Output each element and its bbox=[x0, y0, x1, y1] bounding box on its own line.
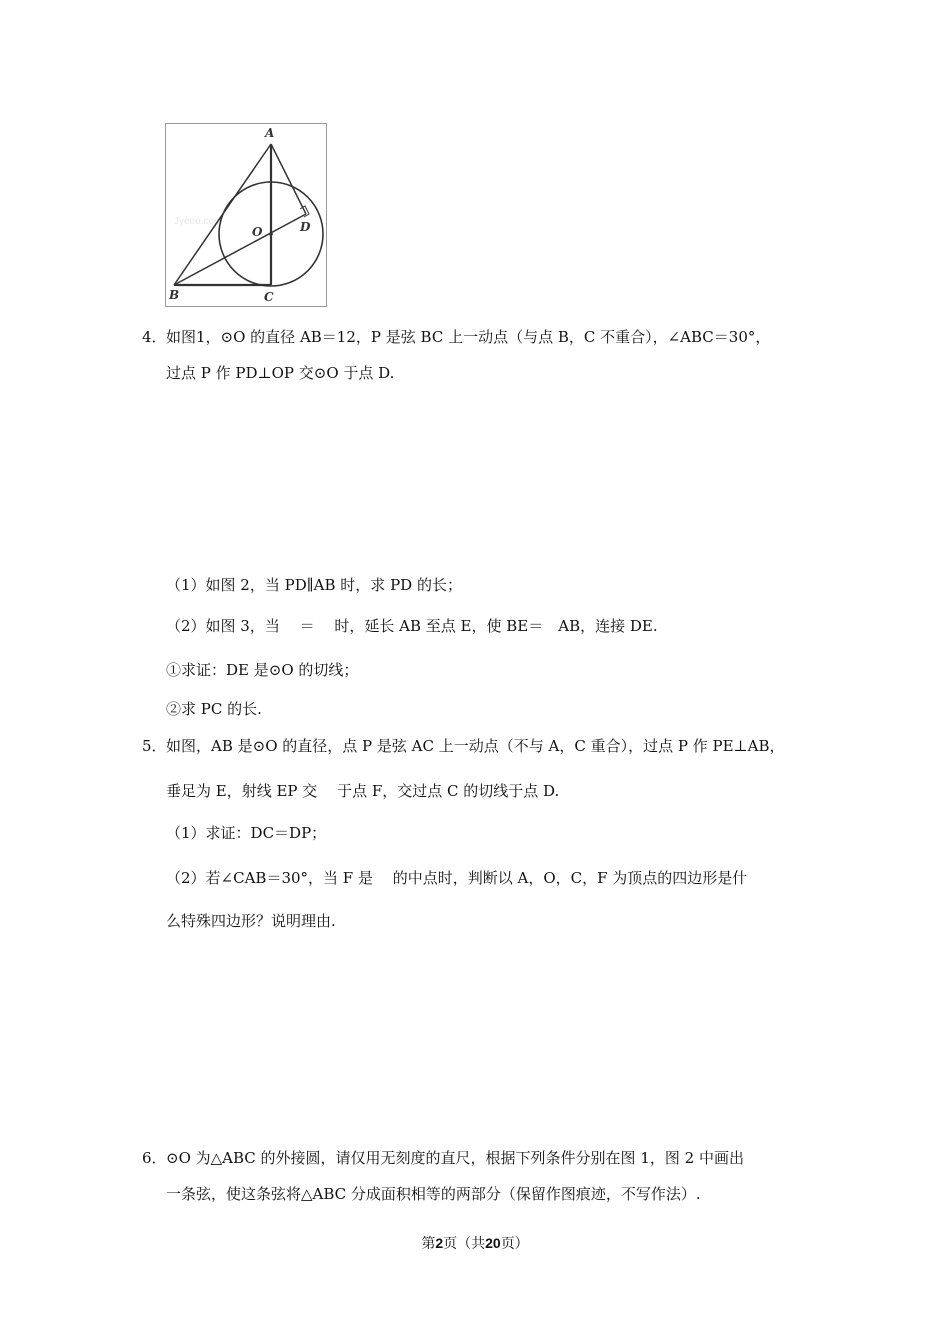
q4-sub1: ①求证：DE 是⊙O 的切线； bbox=[166, 661, 359, 679]
footer-prefix: 第 bbox=[421, 1236, 436, 1252]
q5-line1: 如图，AB 是⊙O 的直径，点 P 是弦 AC 上一动点（不与 A，C 重合），过点 P 作 PE⊥AB， bbox=[166, 737, 785, 755]
segment-ad bbox=[271, 144, 306, 214]
circle-triangle-diagram bbox=[166, 124, 326, 306]
q4-part1: （1）如图 2，当 PD∥AB 时，求 PD 的长； bbox=[166, 576, 462, 594]
label-a: A bbox=[265, 126, 275, 140]
footer-total-pages: 20 bbox=[485, 1235, 501, 1251]
q5-part2-line2: 么特殊四边形？说明理由. bbox=[166, 912, 336, 930]
label-d: D bbox=[300, 220, 311, 234]
watermark-text: Jyeoo.com bbox=[174, 216, 223, 227]
footer-middle: 页（共 bbox=[443, 1236, 486, 1252]
q4-line1: 如图1，⊙O 的直径 AB＝12，P 是弦 BC 上一动点（与点 B，C 不重合），∠ABC＝30°， bbox=[166, 328, 771, 346]
footer-suffix: 页） bbox=[500, 1236, 529, 1252]
q5-number: 5． bbox=[142, 737, 167, 755]
q5-line2: 垂足为 E，射线 EP 交 于点 F，交过点 C 的切线于点 D. bbox=[166, 782, 560, 800]
q6-line1: ⊙O 为△ABC 的外接圆，请仅用无刻度的直尺，根据下列条件分别在图 1，图 2 中画出 bbox=[166, 1149, 744, 1167]
q4-line2: 过点 P 作 PD⊥OP 交⊙O 于点 D. bbox=[166, 364, 395, 382]
q6-line2: 一条弦，使这条弦将△ABC 分成面积相等的两部分（保留作图痕迹，不写作法）. bbox=[166, 1185, 701, 1203]
segment-ab bbox=[174, 144, 271, 285]
footer-page-number: 2 bbox=[435, 1235, 444, 1251]
center-point-o bbox=[269, 232, 273, 236]
q6-number: 6． bbox=[142, 1149, 167, 1167]
label-b: B bbox=[169, 288, 180, 302]
label-o: O bbox=[252, 225, 263, 239]
q5-part1: （1）求证：DC＝DP； bbox=[166, 824, 327, 842]
q4-sub2: ②求 PC 的长. bbox=[166, 700, 262, 718]
q4-number: 4． bbox=[142, 328, 167, 346]
q4-part2: （2）如图 3，当 ＝ 时，延长 AB 至点 E，使 BE＝ AB，连接 DE. bbox=[166, 617, 658, 635]
q5-part2-line1: （2）若∠CAB＝30°，当 F 是 的中点时，判断以 A，O，C，F 为顶点的四边形是什 bbox=[166, 869, 748, 887]
page-footer bbox=[0, 1233, 950, 1253]
label-c: C bbox=[264, 290, 274, 304]
geometry-figure bbox=[165, 123, 327, 307]
